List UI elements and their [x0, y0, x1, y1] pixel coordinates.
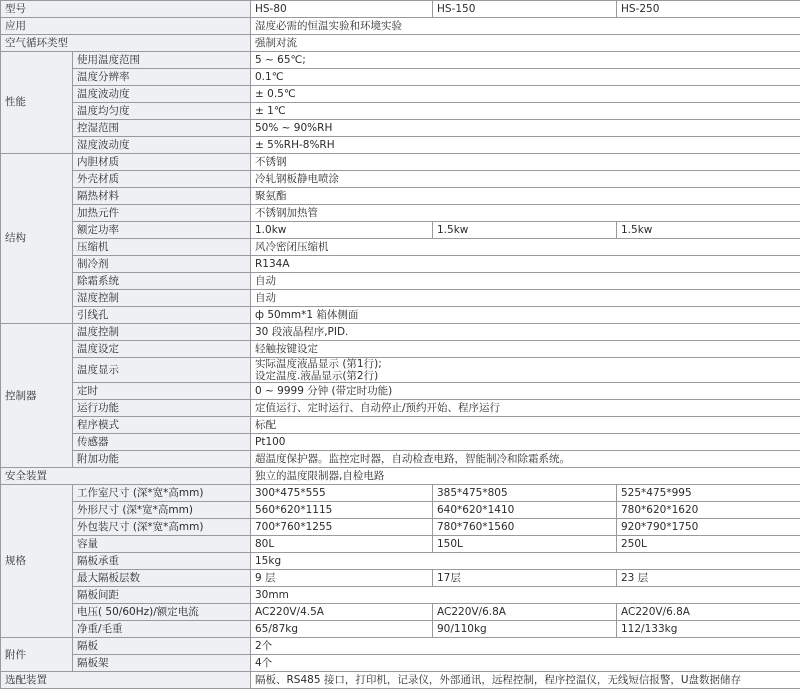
capacity-row [1, 536, 800, 553]
shell-material-row [1, 171, 800, 188]
shelf-spacing-row [1, 587, 800, 604]
inner-material-label: 内胆材质 [73, 154, 251, 171]
outer-size-row [1, 502, 800, 519]
insulation-value: 聚氨酯 [251, 188, 800, 205]
capacity-hs150: 150L [433, 536, 617, 553]
capacity-hs250: 250L [617, 536, 800, 553]
program-mode-label: 程序模式 [73, 417, 251, 434]
options-value: 隔板、RS485 接口，打印机，记录仪，外部通讯，远程控制，程序控温仪，无线短信报警，U盘数据储存 [251, 672, 800, 689]
weight-label: 净重/毛重 [73, 621, 251, 638]
compressor-label: 压缩机 [73, 239, 251, 256]
defrost-label: 除霜系统 [73, 273, 251, 290]
section-performance: 性能 [1, 52, 73, 154]
compressor-row [1, 239, 800, 256]
section-specs: 规格 [1, 485, 73, 638]
application-value: 湿度必需的恒温实验和环境实验 [251, 18, 800, 35]
timer-label: 定时 [73, 383, 251, 400]
capacity-hs80: 80L [251, 536, 433, 553]
air-circulation-label: 空气循环类型 [1, 35, 251, 52]
sensor-label: 传感器 [73, 434, 251, 451]
package-size-label: 外包装尺寸 (深*宽*高mm) [73, 519, 251, 536]
work-size-hs150: 385*475*805 [433, 485, 617, 502]
shelf-load-row [1, 553, 800, 570]
refrigerant-label: 制冷剂 [73, 256, 251, 273]
humidity-control-row [1, 290, 800, 307]
work-size-hs80: 300*475*555 [251, 485, 433, 502]
work-size-hs250: 525*475*995 [617, 485, 800, 502]
shell-material-value: 冷轧钢板静电喷涂 [251, 171, 800, 188]
cable-hole-value: ф 50mm*1 箱体侧面 [251, 307, 800, 324]
model-hs80: HS-80 [251, 1, 433, 18]
humidity-range-row [1, 120, 800, 137]
temp-setting-value: 轻触按键设定 [251, 341, 800, 358]
work-size-row [1, 485, 800, 502]
safety-label: 安全装置 [1, 468, 251, 485]
rated-power-hs150: 1.5kw [433, 222, 617, 239]
shell-material-label: 外壳材质 [73, 171, 251, 188]
extra-functions-value: 超温度保护器。监控定时器，自动检查电路，智能制冷和除霜系统。 [251, 451, 800, 468]
rated-power-hs250: 1.5kw [617, 222, 800, 239]
weight-row [1, 621, 800, 638]
options-label: 选配装置 [1, 672, 251, 689]
voltage-hs250: AC220V/6.8A [617, 604, 800, 621]
capacity-label: 容量 [73, 536, 251, 553]
temp-uniformity-label: 温度均匀度 [73, 103, 251, 120]
weight-hs150: 90/110kg [433, 621, 617, 638]
humidity-range-value: 50% ~ 90%RH [251, 120, 800, 137]
heater-label: 加热元件 [73, 205, 251, 222]
functions-value: 定值运行、定时运行、自动停止/预约开始、程序运行 [251, 400, 800, 417]
model-hs150: HS-150 [433, 1, 617, 18]
section-structure: 结构 [1, 154, 73, 324]
heater-value: 不锈钢加热管 [251, 205, 800, 222]
refrigerant-value: R134A [251, 256, 800, 273]
inner-material-value: 不锈钢 [251, 154, 800, 171]
sensor-value: Pt100 [251, 434, 800, 451]
shelf-load-value: 15kg [251, 553, 800, 570]
application-label: 应用 [1, 18, 251, 35]
functions-row [1, 400, 800, 417]
max-shelves-hs250: 23 层 [617, 570, 800, 587]
extra-functions-label: 附加功能 [73, 451, 251, 468]
package-size-hs80: 700*760*1255 [251, 519, 433, 536]
application-row [1, 18, 800, 35]
header-row [1, 1, 800, 18]
temp-display-line2: 设定温度.液晶显示(第2行) [255, 370, 379, 383]
rated-power-row [1, 222, 800, 239]
defrost-value: 自动 [251, 273, 800, 290]
temp-display-label: 温度显示 [73, 358, 251, 383]
shelf-bracket-value: 4个 [251, 655, 800, 672]
voltage-hs80: AC220V/4.5A [251, 604, 433, 621]
temp-range-value: 5 ~ 65℃; [251, 52, 800, 69]
temp-control-label: 温度控制 [73, 324, 251, 341]
temp-resolution-value: 0.1℃ [251, 69, 800, 86]
refrigerant-row [1, 256, 800, 273]
max-shelves-row [1, 570, 800, 587]
voltage-hs150: AC220V/6.8A [433, 604, 617, 621]
temp-uniformity-row [1, 103, 800, 120]
outer-size-label: 外形尺寸 (深*宽*高mm) [73, 502, 251, 519]
options-row [1, 672, 800, 689]
temp-display-line1: 实际温度液晶显示 (第1行); [255, 358, 382, 370]
defrost-row [1, 273, 800, 290]
shelf-label: 隔板 [73, 638, 251, 655]
temp-setting-row [1, 341, 800, 358]
sensor-row [1, 434, 800, 451]
humidity-range-label: 控湿范围 [73, 120, 251, 137]
section-controller: 控制器 [1, 324, 73, 468]
shelf-spacing-label: 隔板间距 [73, 587, 251, 604]
shelf-load-label: 隔板承重 [73, 553, 251, 570]
temp-resolution-row [1, 69, 800, 86]
program-mode-value: 标配 [251, 417, 800, 434]
safety-value: 独立的温度限制器,自检电路 [251, 468, 800, 485]
max-shelves-hs150: 17层 [433, 570, 617, 587]
shelf-bracket-label: 隔板架 [73, 655, 251, 672]
package-size-hs250: 920*790*1750 [617, 519, 800, 536]
package-size-row [1, 519, 800, 536]
temp-control-value: 30 段液晶程序,PID. [251, 324, 800, 341]
max-shelves-hs80: 9 层 [251, 570, 433, 587]
temp-range-label: 使用温度范围 [73, 52, 251, 69]
weight-hs80: 65/87kg [251, 621, 433, 638]
shelf-row [1, 638, 800, 655]
timer-row [1, 383, 800, 400]
timer-value: 0 ~ 9999 分钟 (带定时功能) [251, 383, 800, 400]
temp-display-row [1, 358, 800, 383]
temp-uniformity-value: ± 1℃ [251, 103, 800, 120]
outer-size-hs250: 780*620*1620 [617, 502, 800, 519]
temp-display-value [251, 358, 800, 383]
temp-resolution-label: 温度分辨率 [73, 69, 251, 86]
outer-size-hs150: 640*620*1410 [433, 502, 617, 519]
cable-hole-row [1, 307, 800, 324]
extra-functions-row [1, 451, 800, 468]
functions-label: 运行功能 [73, 400, 251, 417]
rated-power-hs80: 1.0kw [251, 222, 433, 239]
rated-power-label: 额定功率 [73, 222, 251, 239]
voltage-label: 电压( 50/60Hz)/额定电流 [73, 604, 251, 621]
air-circulation-value: 强制对流 [251, 35, 800, 52]
temp-fluctuation-value: ± 0.5℃ [251, 86, 800, 103]
work-size-label: 工作室尺寸 (深*宽*高mm) [73, 485, 251, 502]
max-shelves-label: 最大隔板层数 [73, 570, 251, 587]
inner-material-row [1, 154, 800, 171]
section-accessories: 附件 [1, 638, 73, 672]
humidity-fluctuation-row [1, 137, 800, 154]
temp-control-row [1, 324, 800, 341]
insulation-row [1, 188, 800, 205]
humidity-control-label: 湿度控制 [73, 290, 251, 307]
shelf-value: 2个 [251, 638, 800, 655]
package-size-hs150: 780*760*1560 [433, 519, 617, 536]
shelf-bracket-row [1, 655, 800, 672]
shelf-spacing-value: 30mm [251, 587, 800, 604]
humidity-fluctuation-value: ± 5%RH-8%RH [251, 137, 800, 154]
voltage-row [1, 604, 800, 621]
air-circulation-row [1, 35, 800, 52]
temp-fluctuation-row [1, 86, 800, 103]
cable-hole-label: 引线孔 [73, 307, 251, 324]
compressor-value: 风冷密闭压缩机 [251, 239, 800, 256]
safety-row [1, 468, 800, 485]
weight-hs250: 112/133kg [617, 621, 800, 638]
outer-size-hs80: 560*620*1115 [251, 502, 433, 519]
temp-setting-label: 温度设定 [73, 341, 251, 358]
humidity-fluctuation-label: 湿度波动度 [73, 137, 251, 154]
model-header-label: 型号 [1, 1, 251, 18]
model-hs250: HS-250 [617, 1, 800, 18]
temp-fluctuation-label: 温度波动度 [73, 86, 251, 103]
humidity-control-value: 自动 [251, 290, 800, 307]
temp-range-row [1, 52, 800, 69]
program-mode-row [1, 417, 800, 434]
heater-row [1, 205, 800, 222]
insulation-label: 隔热材料 [73, 188, 251, 205]
